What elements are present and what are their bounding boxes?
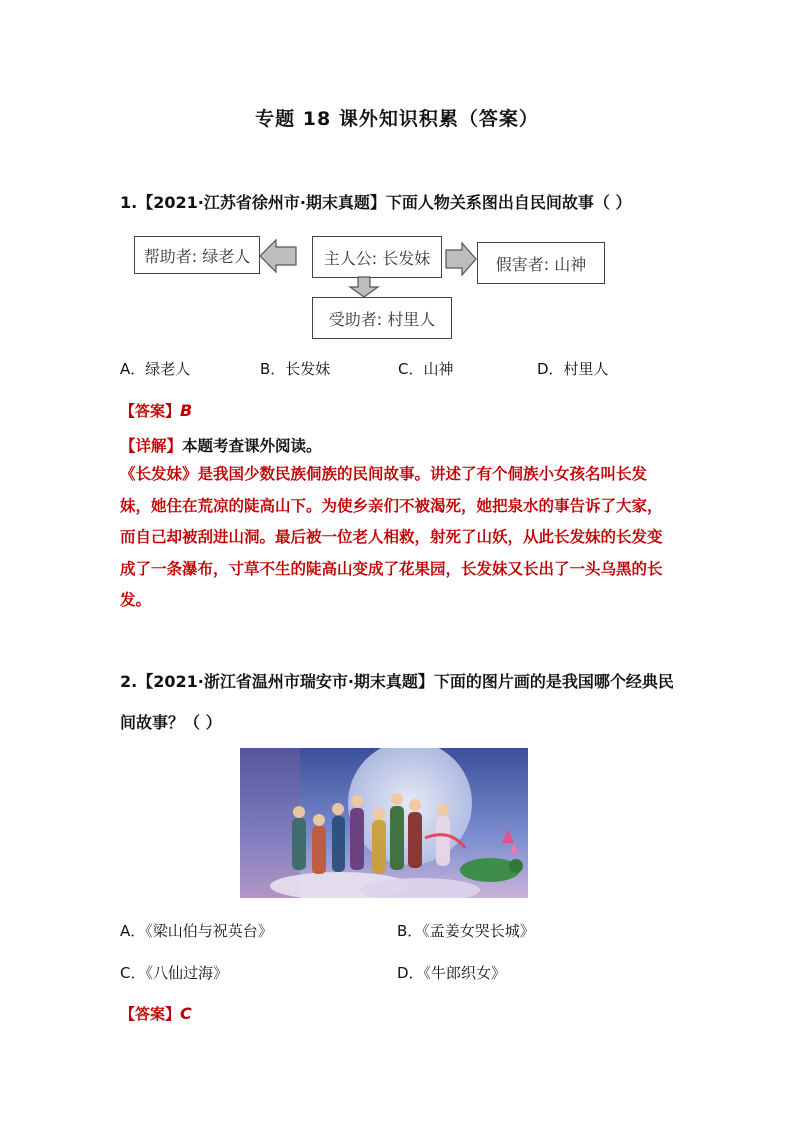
question-1-text: 1.【2021·江苏省徐州市·期末真题】下面人物关系图出自民间故事（ ）	[120, 193, 632, 212]
q1-option-a: A．绿老人	[120, 360, 191, 378]
arrow-left-icon	[260, 240, 296, 272]
diagram-recipient-box: 受助者: 村里人	[312, 297, 452, 339]
diagram-arrows	[0, 0, 794, 360]
arrow-down-icon	[350, 277, 378, 297]
q1-option-b: B．长发妹	[260, 360, 331, 378]
diagram-harmer-box: 假害者: 山神	[477, 242, 605, 284]
q1-option-d: D．村里人	[537, 360, 609, 378]
q1-answer-value: B	[180, 401, 193, 420]
q2-answer-label: 【答案】	[120, 1005, 181, 1023]
question-2-text-line1: 2.【2021·浙江省温州市瑞安市·期末真题】下面的图片画的是我国哪个经典民	[120, 672, 674, 691]
q1-detail-body: 《长发妹》是我国少数民族侗族的民间故事。讲述了有个侗族小女孩名叫长发妹，她住在荒凉的陡高山下。为使乡亲们不被渴死，她把泉水的事告诉了大家，而自己却被刮进山洞。最后被一位老人相救，射死了山妖，从此长发妹的长发变成了一条瀑布，寸草不生的陡高山变成了花果园，长发妹又长出了一头乌黑的长发。	[120, 465, 663, 609]
q1-answer	[120, 400, 192, 421]
q1-detail-intro: 本题考查课外阅读。	[182, 437, 322, 455]
q1-detail-heading	[120, 434, 322, 456]
q1-detail-label: 【详解】	[120, 437, 183, 455]
q2-option-d: D．《牛郎织女》	[397, 964, 507, 982]
q2-option-a: A．《梁山伯与祝英台》	[120, 922, 273, 940]
arrow-right-icon	[446, 243, 476, 275]
question-2-text-line2: 间故事？（ ）	[120, 713, 222, 732]
diagram-protagonist-box: 主人公: 长发妹	[312, 236, 442, 278]
q1-answer-label: 【答案】	[120, 402, 181, 420]
diagram-helper-box: 帮助者: 绿老人	[134, 236, 260, 274]
q2-answer	[120, 1003, 192, 1024]
q2-option-c: C．《八仙过海》	[120, 964, 228, 982]
q1-option-c: C．山神	[398, 360, 454, 378]
eight-immortals-illustration	[240, 748, 528, 898]
q2-answer-value: C	[180, 1004, 192, 1023]
q2-option-b: B．《孟姜女哭长城》	[397, 922, 535, 940]
page-title: 专题 18 课外知识积累（答案）	[255, 108, 539, 130]
